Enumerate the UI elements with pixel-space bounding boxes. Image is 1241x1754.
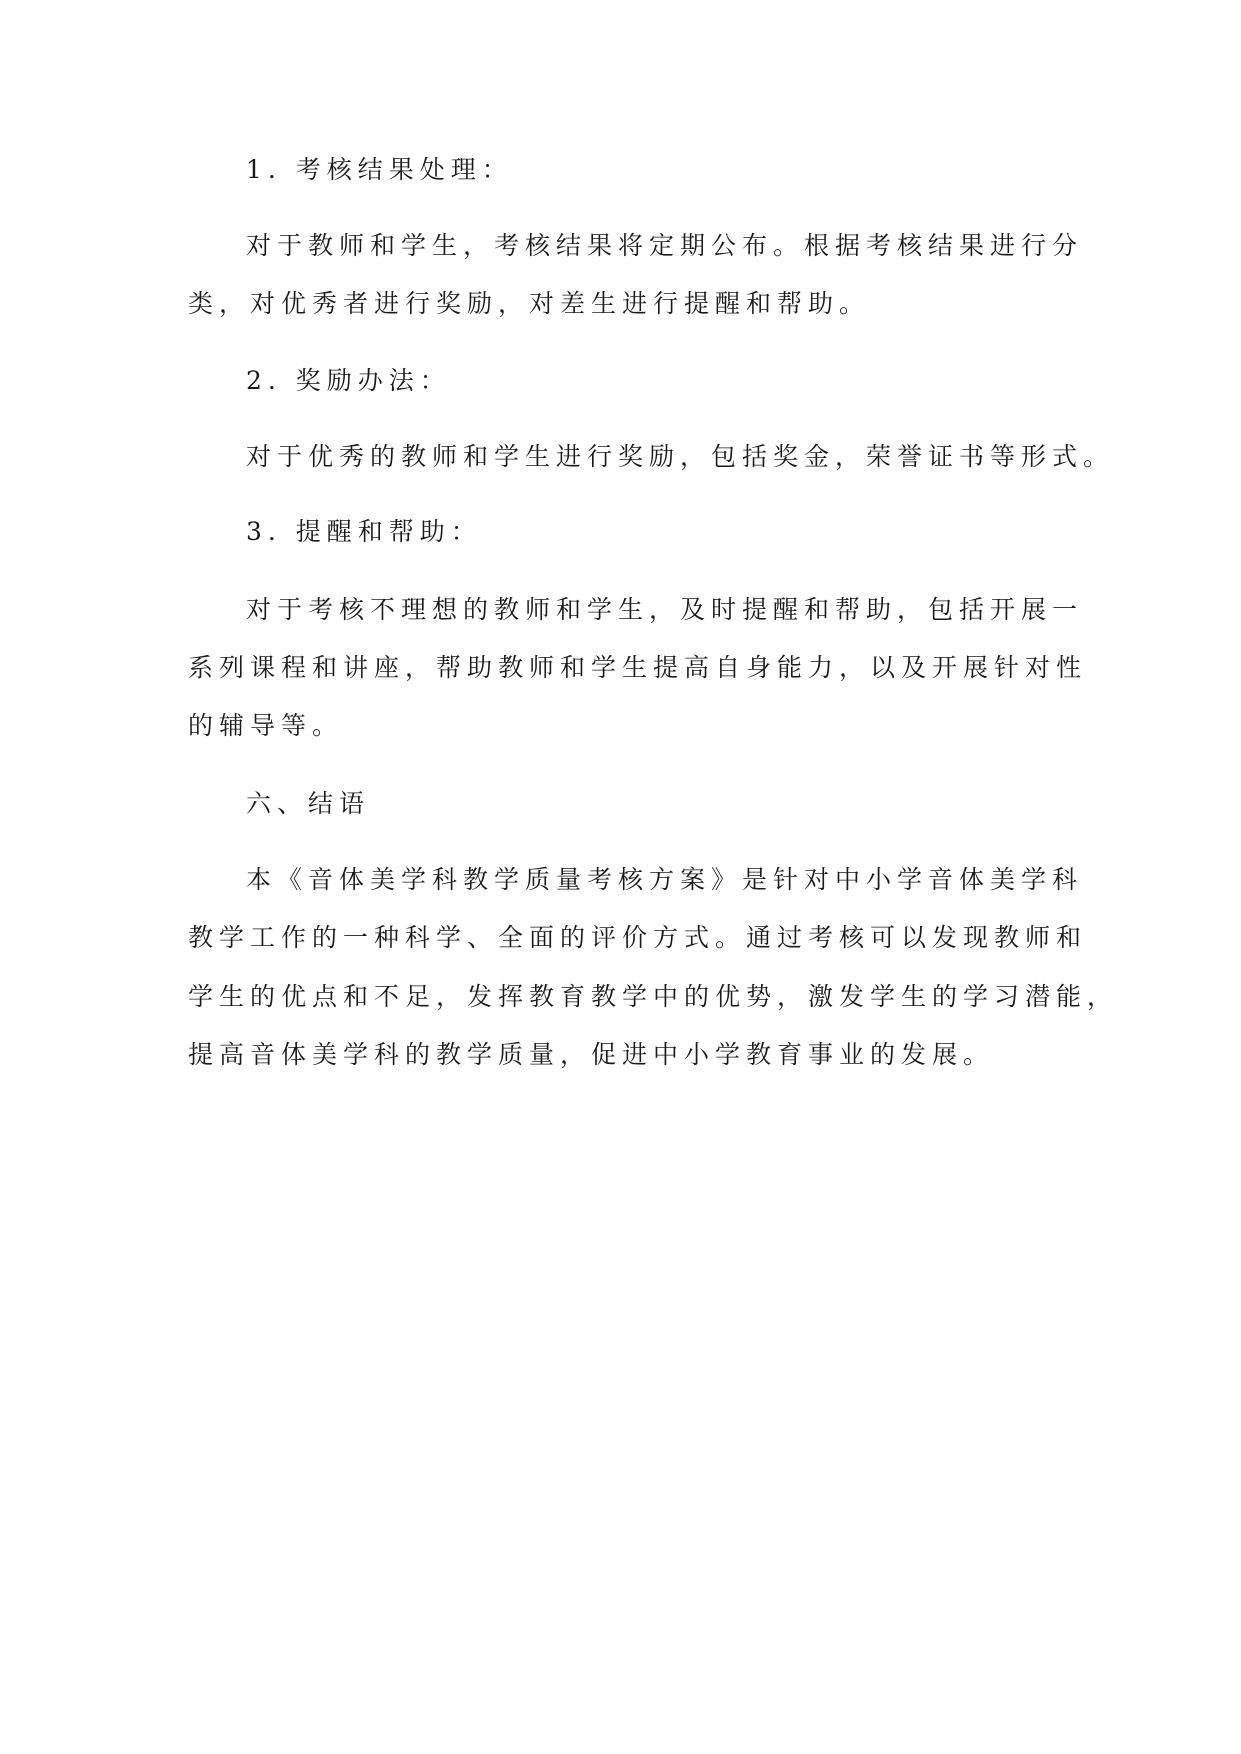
paragraph-line: 提高音体美学科的教学质量，促进中小学教育事业的发展。 <box>188 1040 995 1069</box>
heading-result-handling: 1. 考核结果处理： <box>246 155 513 184</box>
paragraph-line: 本《音体美学科教学质量考核方案》是针对中小学音体美学科 <box>246 865 1084 894</box>
paragraph-line: 对于考核不理想的教师和学生，及时提醒和帮助，包括开展一 <box>246 595 1084 624</box>
paragraph-line: 类，对优秀者进行奖励，对差生进行提醒和帮助。 <box>188 289 871 318</box>
paragraph-line: 系列课程和讲座，帮助教师和学生提高自身能力，以及开展针对性 <box>188 653 1088 682</box>
paragraph-line: 的辅导等。 <box>188 711 344 740</box>
heading-conclusion: 六、结语 <box>246 789 371 818</box>
paragraph-line: 教学工作的一种科学、全面的评价方式。通过考核可以发现教师和 <box>188 923 1088 952</box>
heading-reminder-help: 3. 提醒和帮助： <box>246 517 482 546</box>
heading-reward-method: 2. 奖励办法： <box>246 366 451 395</box>
paragraph-line: 学生的优点和不足，发挥教育教学中的优势，激发学生的学习潜能， <box>188 982 1119 1011</box>
paragraph-line: 对于优秀的教师和学生进行奖励，包括奖金，荣誉证书等形式。 <box>246 442 1115 471</box>
paragraph-line: 对于教师和学生，考核结果将定期公布。根据考核结果进行分 <box>246 231 1084 260</box>
